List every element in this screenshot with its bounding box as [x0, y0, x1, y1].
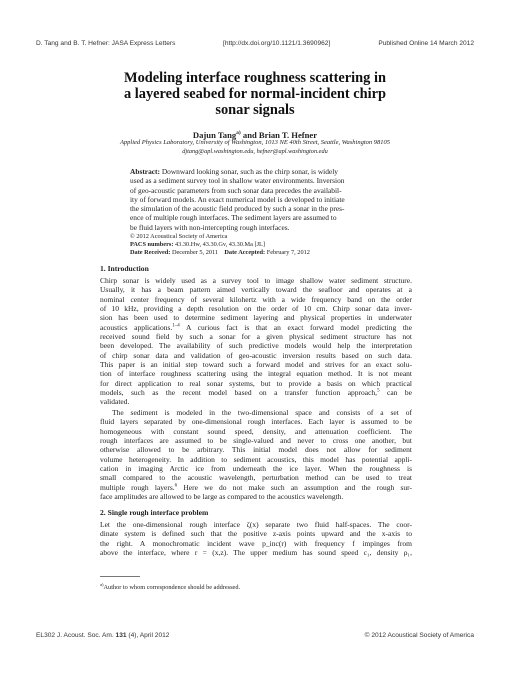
body-line: small compared to the acoustic wavelength, perturbation method can be used to treat	[100, 473, 412, 483]
body-line: rough interfaces are assumed to be single-valued and never to cross one another, but	[100, 436, 412, 446]
running-header-authors: D. Tang and B. T. Hefner: JASA Express Letters	[36, 40, 176, 47]
footer-volume: 131	[115, 632, 127, 639]
footer-journal: EL302 J. Acoust. Soc. Am.	[36, 632, 116, 639]
introduction-paragraph-1	[100, 276, 412, 407]
abstract-line: used as a sediment survey tool in shallow water environments. Inversion	[130, 176, 345, 186]
body-line: volume heterogeneity. In addition to sediment acoustics, this model has potential appli-	[100, 454, 412, 464]
body-line: dinate system is defined such that the positive z-axis points upward and the x-axis to	[100, 529, 412, 539]
footer-issue: (4), April 2012	[126, 632, 170, 639]
footer-citation	[36, 632, 169, 639]
author-name: and Brian T. Hefner	[240, 129, 318, 140]
footer-copyright: © 2012 Acoustical Society of America	[364, 632, 474, 639]
abstract-line: the simulation of the acoustic field produced by such a sonar in the pres-	[130, 204, 345, 214]
body-text: can be	[379, 388, 412, 398]
body-line: otherwise allowed to be arbitrary. This initial model does not allow for sediment	[100, 445, 412, 455]
abstract-line: be fluid layers with non-intercepting rough interfaces.	[130, 222, 290, 232]
accepted-label: Date Accepted:	[224, 248, 266, 256]
body-line: of chirp sonar data and validation of geo-acoustic inversion results based on such data.	[100, 350, 412, 360]
body-line: received sound field by such a sonar for a given physical sediment structure has not	[100, 332, 412, 342]
body-line: tion of interface roughness scattering using the integral equation method. It is not meant	[100, 369, 412, 379]
body-line: nominal center frequency of several kilohertz with a wide frequency band on the order	[100, 294, 412, 304]
footnote-text: Author to whom correspondence should be addressed.	[103, 584, 241, 592]
body-line	[100, 323, 412, 332]
body-line: of 10 kHz, providing a depth resolution on the order of 10 cm. Chirp sonar data inver-	[100, 304, 412, 314]
pacs-numbers: 43.30.Hw, 43.30.Gv, 43.30.Ma [JL]	[173, 240, 265, 248]
introduction-paragraph-2	[100, 408, 412, 501]
body-line	[100, 483, 412, 492]
pacs-label: PACS numbers:	[130, 240, 174, 248]
title-line: Modeling interface roughness scattering in	[124, 70, 386, 86]
abstract	[130, 167, 400, 232]
abstract-line: Downward looking sonar, such as the chirp sonar, is widely	[159, 167, 338, 176]
body-line: This paper is an initial step toward such a forward model and strives for an exact solu-	[100, 360, 412, 370]
running-header-date: Published Online 14 March 2012	[378, 40, 474, 47]
citation-ref[interactable]: 5	[377, 388, 380, 394]
received-label: Date Received:	[130, 248, 171, 256]
body-line	[100, 388, 412, 397]
footnote-mark: a)	[100, 582, 104, 587]
title-line: sonar signals	[215, 102, 295, 118]
body-line: The sediment is modeled in the two-dimensional space and consists of a set of	[112, 408, 412, 417]
body-line: face amplitudes are allowed to be large as compared to the acoustics wavelength.	[100, 492, 344, 502]
received-date: December 5, 2011	[170, 248, 219, 256]
body-line: Let the one-dimensional rough interface ζ(x) separate two fluid half-spaces. The coor-	[100, 520, 412, 529]
body-text: acoustics applications.	[100, 322, 173, 332]
author-emails[interactable]: djtang@apl.washington.edu, hefner@apl.washington.edu	[182, 148, 328, 155]
body-line: homogeneous with constant sound speed, density, and attenuation coefficient. The	[100, 426, 412, 436]
abstract-line: of geo-acoustic parameters from such sonar data precedes the availabil-	[130, 185, 342, 195]
title-line: a layered seabed for normal-incident chirp	[123, 86, 387, 102]
body-line: for direct application to real sonar systems, but to provide a basis on which practical	[100, 378, 412, 388]
body-text: Here we do not make such an assumption and the rough sur-	[177, 482, 412, 492]
footnote-divider	[100, 576, 140, 577]
body-line: validated.	[100, 397, 130, 407]
body-text: multiple rough layers.	[100, 482, 175, 492]
author-name: Dajun Tang	[192, 129, 237, 140]
body-line: been developed. The availability of such predictive models would help the interpretation	[100, 341, 412, 351]
citation-ref[interactable]: 1–4	[172, 323, 180, 329]
abstract-line: ence of multiple rough interfaces. The sediment layers are assumed to	[130, 213, 337, 223]
body-line: the right. A monochromatic incident wave p_inc(r) with frequency f impinges from	[100, 538, 412, 548]
pacs-line	[130, 241, 400, 249]
article-metadata	[130, 233, 400, 256]
body-line: Usually, it has a beam pattern aimed vertically toward the seafloor and operates at a	[100, 285, 412, 295]
footnote	[100, 582, 240, 591]
body-line: sion has been used to determine sediment layering and physical properties in underwater	[100, 313, 412, 323]
section-heading-single-rough-interface: 2. Single rough interface problem	[100, 508, 209, 517]
body-line: Chirp sonar is widely used as a survey tool to image shallow water sediment structure.	[100, 276, 412, 285]
article-title	[60, 70, 450, 118]
section-2-paragraph	[100, 520, 412, 557]
copyright-line: © 2012 Acoustical Society of America	[130, 233, 228, 240]
section-heading-introduction: 1. Introduction	[100, 264, 149, 273]
body-text: models, such as the recent model based on a transfer function approach,	[100, 388, 378, 398]
body-line: above the interface, where r = (x,z). The upper medium has sound speed c₁, density ρ₁,	[100, 548, 412, 558]
body-text: A curious fact is that an exact forward model predicting the	[179, 322, 412, 332]
running-header-doi[interactable]: [http://dx.doi.org/10.1121/1.3690962]	[223, 40, 331, 47]
abstract-line: ity of forward models. An exact numerical model is developed to initiate	[130, 194, 345, 204]
affiliation: Applied Physics Laboratory, University of Washington, 1013 NE 40th Street, Seattle, Washington 98105	[119, 139, 391, 146]
author-footnote-mark[interactable]: a)	[236, 130, 241, 136]
dates-line	[130, 249, 400, 257]
body-line: cation in imaging Arctic ice from underneath the ice layer. When the roughness is	[100, 464, 412, 474]
abstract-label: Abstract:	[130, 167, 160, 176]
body-line: fluid layers separated by one-dimensional rough interfaces. Each layer is assumed to be	[100, 417, 412, 427]
accepted-date: February 7, 2012	[265, 248, 310, 256]
citation-ref[interactable]: 6	[174, 483, 178, 489]
